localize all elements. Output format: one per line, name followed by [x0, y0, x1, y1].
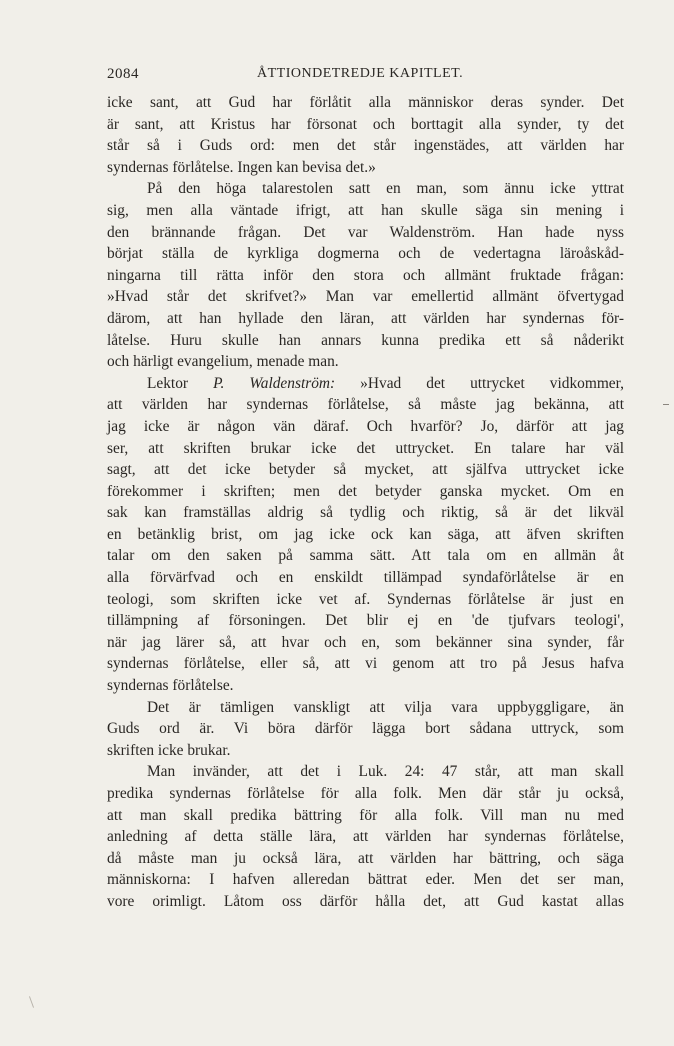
quote-start: »Hvad det uttrycket vidkommer,	[335, 374, 624, 392]
text-line: alla förvärfvad och en enskildt tillämpad syndaförlåtelse är en	[107, 569, 624, 587]
text-line: den brännande frågan. Det var Waldenström. Han hade nyss	[107, 223, 624, 241]
text-line: sig, men alla väntade ifrigt, att han skulle säga sin mening i	[107, 201, 624, 219]
text-line: sagt, att det icke betyder så mycket, att själfva uttrycket icke	[107, 461, 624, 479]
text-line: därom, att han hyllade den läran, att världen har syndernas för-	[107, 309, 624, 327]
body-text	[107, 92, 624, 913]
running-header	[107, 66, 624, 88]
text-line: »Hvad står det skrifvet?» Man var emellertid allmänt öfvertygad	[107, 288, 624, 306]
text-line: På den höga talarestolen satt en man, som ännu icke yttrat	[147, 180, 624, 198]
text-line: Guds ord är. Vi böra därför lägga bort sådana uttryck, som	[107, 720, 624, 738]
quote-line	[107, 373, 624, 395]
margin-mark	[663, 404, 669, 405]
text-line: en betänklig brist, om jag icke ock kan säga, att äfven skriften	[107, 525, 624, 543]
text-line: då måste man ju också lära, att världen har bättring, och säga	[107, 849, 624, 867]
text-line: jag icke är någon vän däraf. Och hvarför? Jo, därför att jag	[107, 417, 624, 435]
text-line: vore orimligt. Låtom oss därför hålla det, att Gud kastat allas	[107, 892, 624, 910]
text-line: tillämpning af försoningen. Det blir ej en 'de tjufvars teologi',	[107, 612, 624, 630]
speaker-name: P. Waldenström:	[213, 374, 336, 392]
text-line: och härligt evangelium, menade man.	[107, 353, 339, 371]
text-line: börjat ställa de kyrkliga dogmerna och de vedertagna läroåskåd-	[107, 245, 624, 263]
text-line: att världen har syndernas förlåtelse, så måste jag bekänna, att	[107, 396, 624, 414]
text-line: icke sant, att Gud har förlåtit alla människor deras synder. Det	[107, 94, 624, 111]
page-number: 2084	[107, 66, 139, 82]
text-line: låtelse. Huru skulle han annars kunna predika ett så nåderikt	[107, 331, 624, 349]
text-line: ser, att skriften brukar icke det uttrycket. En talare har väl	[107, 439, 624, 457]
text-line: syndernas förlåtelse. Ingen kan bevisa det.»	[107, 158, 376, 176]
text-line: skriften icke brukar.	[107, 741, 231, 759]
text-line: ningarna till rätta inför den stora och allmänt fruktade frågan:	[107, 266, 624, 284]
quote-prefix: Lektor	[147, 374, 214, 392]
text-line: sak kan framställas aldrig så tydlig och riktig, så är det likväl	[107, 504, 624, 522]
text-line: talar om den saken på samma sätt. Att tala om en allmän åt	[107, 547, 624, 565]
text-line: är sant, att Kristus har försonat och borttagit alla synder, ty det	[107, 115, 624, 133]
text-line: anledning af detta ställe lära, att världen har syndernas förlåtelse,	[107, 828, 624, 846]
text-line: Man invänder, att det i Luk. 24: 47 står, att man skall	[147, 763, 624, 781]
text-line: syndernas förlåtelse.	[107, 677, 234, 695]
text-line: teologi, som skriften icke vet af. Syndernas förlåtelse är just en	[107, 590, 624, 608]
text-line: Det är tämligen vanskligt att vilja vara uppbyggligare, än	[147, 698, 624, 716]
text-line: människorna: I hafven alleredan bättrat eder. Men det ser man,	[107, 871, 624, 889]
text-line: förekommer i skriften; men det betyder ganska mycket. Om en	[107, 482, 624, 500]
paper-speck	[29, 996, 34, 1008]
text-line: predika syndernas förlåtelse för alla folk. Men där står ju också,	[107, 785, 624, 802]
text-line: står så i Guds ord: men det står ingenstädes, att världen har	[107, 137, 624, 155]
text-line: syndernas förlåtelse, eller så, att vi genom att tro på Jesus hafva	[107, 655, 624, 673]
chapter-title: ÅTTIONDETREDJE KAPITLET.	[257, 66, 464, 81]
text-line: att man skall predika bättring för alla folk. Vill man nu med	[107, 806, 624, 824]
text-line: när jag lärer så, att hvar och en, som bekänner sina synder, får	[107, 633, 624, 651]
